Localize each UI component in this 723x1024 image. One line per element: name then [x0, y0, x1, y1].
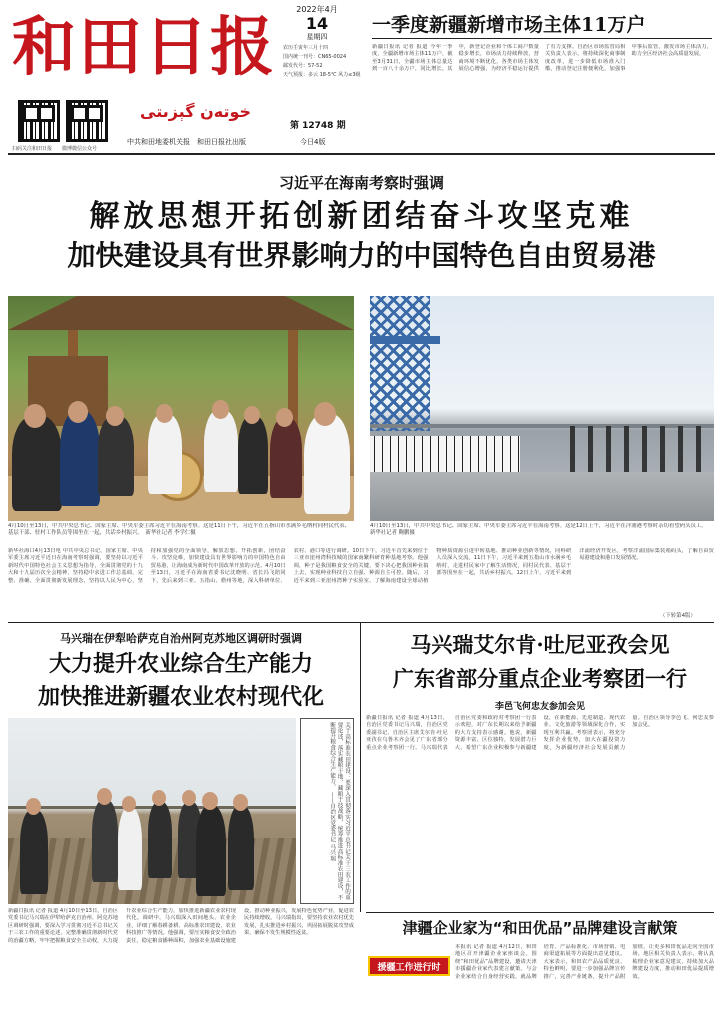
weather: 天气预报：多云 18-5℃ 风力≤3级	[283, 72, 361, 78]
caption-photo-2: 4月10日至13日，中共中央总书记、国家主席、中央军委主席习近平在海南考察。这是12日上午，习近平在洋浦港考察时亲切看望码头员工。 新华社记者 鞠鹏摄	[370, 523, 710, 537]
story2-body: 新疆日报讯 记者 报道 4月10日至13日，自治区党委书记马兴瑞在伊犁哈萨克自治州、阿克苏地区调研时强调，要深入学习贯彻习近平总书记关于三农工作的重要论述，完整准确贯彻新时代党的治疆方略，牢牢把握粮食安全主动权，大力提升农业综合生产能力，加快推进新疆农业农村现代化。调研中，马兴瑞深入田间地头、农业企业，详细了解春耕备耕、高标准农田建设、农业科技推广等情况。他强调，要压实粮食安全政治责任，稳定粮食播种面积，加强农业基础设施建设，推动种业振兴，发展特色优势产业，促进农民持续增收。马兴瑞指出，要坚持农业农村优先发展，扎实推进乡村振兴，巩固拓展脱贫攻坚成果，确保不发生规模性返贫。	[8, 908, 354, 944]
main-headline-2: 加快建设具有世界影响力的中国特色自由贸易港	[67, 239, 656, 272]
qr-code-right	[66, 100, 108, 142]
bottom-headline: 津疆企业家为“和田优品”品牌建设言献策	[402, 919, 678, 937]
caption-photo-1: 4月10日至13日，中共中央总书记、国家主席、中央军委主席习近平在海南考察。这是11日下午，习近平在五指山市水满乡毛纳村同村民代表、基层干部、驻村工作队员等围坐在一起，共话乡村振兴。 新华社记者 李学仁摄	[8, 523, 351, 537]
issue-code: 国内统一刊号：CN65-0024	[283, 54, 347, 60]
qr-code-left	[18, 100, 60, 142]
date-year-month: 2022年4月	[296, 5, 338, 14]
date-weekday: 星期四	[306, 33, 328, 41]
postal-code: 邮发代号：57-52	[283, 63, 323, 69]
bottom-body: 本报讯 记者 报道 4月12日，和田地区召开津疆企业家座谈会，围绕“和田优品”品牌建设，邀请天津市援疆企业家代表建言献策。与会企业家结合自身经营实践，就品牌培育、产品标准化、市场营销、电商渠道拓展等方面提出意见建议。大家表示，和田农产品品质优良、特色鲜明，要进一步加强品牌宣传推广，完善产业链条，提升产品附加值，让更多和田优品走向全国市场。地区相关负责人表示，将认真梳理企业家意见建议，持续加大品牌建设力度，推动和田优品提质增效。	[455, 944, 714, 980]
masthead-info	[283, 44, 363, 80]
story2-headline-1: 大力提升农业综合生产能力	[48, 652, 313, 677]
section-divider-2	[366, 912, 714, 913]
masthead-title: 和田日报	[12, 10, 276, 85]
photo-port-visit	[370, 296, 714, 521]
story3-subhead: 李邑飞何忠友参加会见	[494, 702, 585, 712]
top-headline: 一季度新疆新增市场主体11万户	[372, 14, 646, 36]
qr-caption-right: 微博微信公众号	[62, 146, 98, 152]
main-headline-1: 解放思想开拓创新团结奋斗攻坚克难	[89, 199, 634, 234]
page-count: 今日4版	[300, 138, 326, 146]
bottom-badge	[368, 956, 450, 976]
bottom-badge-label: 援疆工作进行时	[377, 962, 441, 973]
main-story-body: 新华社海口4月13日电 中共中央总书记、国家主席、中央军委主席习近平近日在海南考察时强调，要坚持以习近平新时代中国特色社会主义思想为指导，全面贯彻党的十九大和十九届历次全会精神，坚持稳中求进工作总基调，完整、准确、全面贯彻新发展理念，坚持以人民为中心，坚持和加强党的全面领导，解放思想、开拓创新，团结奋斗、攻坚克难，加快建设具有世界影响力的中国特色自由贸易港，让海南成为新时代中国改革开放的示范。4月10日至13日，习近平在海南省委书记沈晓明、省长冯飞陪同下，先后来到三亚、五指山、儋州等地，深入科研单位、农村、港口等进行调研。10日下午，习近平首先来到位于三亚市崖州湾科技城的国家南繁科研育种基地考察。他强调，种子是我国粮食安全的关键，要下决心把我国种业搞上去，实现种业科技自立自强、种源自主可控。随后，习近平来到三亚崖州湾种子实验室，了解海南建设全球动植物种质资源引进中转基地、推动种业创新等情况，同科研人员深入交流。11日下午，习近平来到五指山市水满乡毛纳村，走进村民家中了解生活情况，同村民代表、基层干部等围坐在一起，共话乡村振兴。12日上午，习近平来到洋浦经济开发区，考察洋浦国际集装箱码头，了解自由贸易港建设和港口发展情况。	[8, 548, 714, 584]
main-story-continued: （下转第4版）	[660, 613, 696, 619]
date-day: 14	[305, 14, 329, 33]
lunar-date: 农历壬寅年三月十四	[283, 45, 329, 51]
issue-number: 第 12748 期	[290, 121, 346, 131]
masthead-divider	[8, 153, 715, 155]
story3-headline-2: 广东省部分重点企业考察团一行	[393, 666, 687, 691]
story2-kicker: 马兴瑞在伊犁哈萨克自治州阿克苏地区调研时强调	[60, 632, 302, 645]
story3-body: 新疆日报讯 记者 报道 4月13日，自治区党委书记马兴瑞，自治区党委副书记、自治区主席艾尔肯·吐尼亚孜在乌鲁木齐会见了广东省部分重点企业考察团一行。马兴瑞代表自治区党委和政府对考察团一行表示欢迎，对广东长期以来给予新疆的大力支持表示感谢。他说，新疆资源丰富、区位独特，发展潜力巨大，希望广东企业积极参与新疆建设，在新能源、先进制造、现代农业、文化旅游等领域深化合作，实现互利共赢。考察团表示，将充分发挥企业优势，加大在疆投资力度，为新疆经济社会发展贡献力量。自治区领导李邑飞、何忠友参加会见。	[366, 715, 714, 751]
masthead-uyghur-title: خوتەن گېزىتى	[140, 102, 252, 121]
masthead	[0, 0, 723, 150]
photo-village-meeting	[8, 296, 354, 521]
top-headline-rule	[372, 38, 712, 39]
story3-headline-1: 马兴瑞艾尔肯·吐尼亚孜会见	[410, 632, 670, 657]
qr-caption-left: 扫码关注和田日报	[12, 146, 53, 152]
story2-headline-2: 加快推进新疆农业农村现代化	[37, 685, 324, 710]
date-block	[283, 4, 351, 42]
top-story-body: 新疆日报讯 记者 报道 今年一季度，全疆新增市场主体11万户，截至3月31日，全疆市场主体总量达到一百八十余万户，同比增长。其中，新登记企业和个体工商户数量稳步增长，市场活力持续释放，营商环境不断优化，各类市场主体发展信心增强，为经济平稳运行提供了有力支撑。自治区市场监管局相关负责人表示，将持续深化商事制度改革，进一步降低市场准入门槛，推动登记注册便利化，加强事中事后监管，激发市场主体活力，助力全区经济社会高质量发展。	[372, 44, 712, 73]
column-divider	[360, 622, 361, 912]
section-divider-1	[8, 622, 714, 623]
photo-farmland-inspection	[8, 718, 296, 904]
story2-sidebar-note: 关于高标准农田建设：要深入贯彻落实习近平总书记关于三农工作的重要论述，落实藏粮于地、藏粮于技战略，统筹推进高标准农田建设，不断提升粮食综合生产能力。 ——自治区党委书记 马兴瑞	[300, 718, 354, 904]
publisher: 中共和田地委机关报 和田日报社出版	[127, 138, 246, 146]
main-kicker: 习近平在海南考察时强调	[278, 174, 444, 192]
